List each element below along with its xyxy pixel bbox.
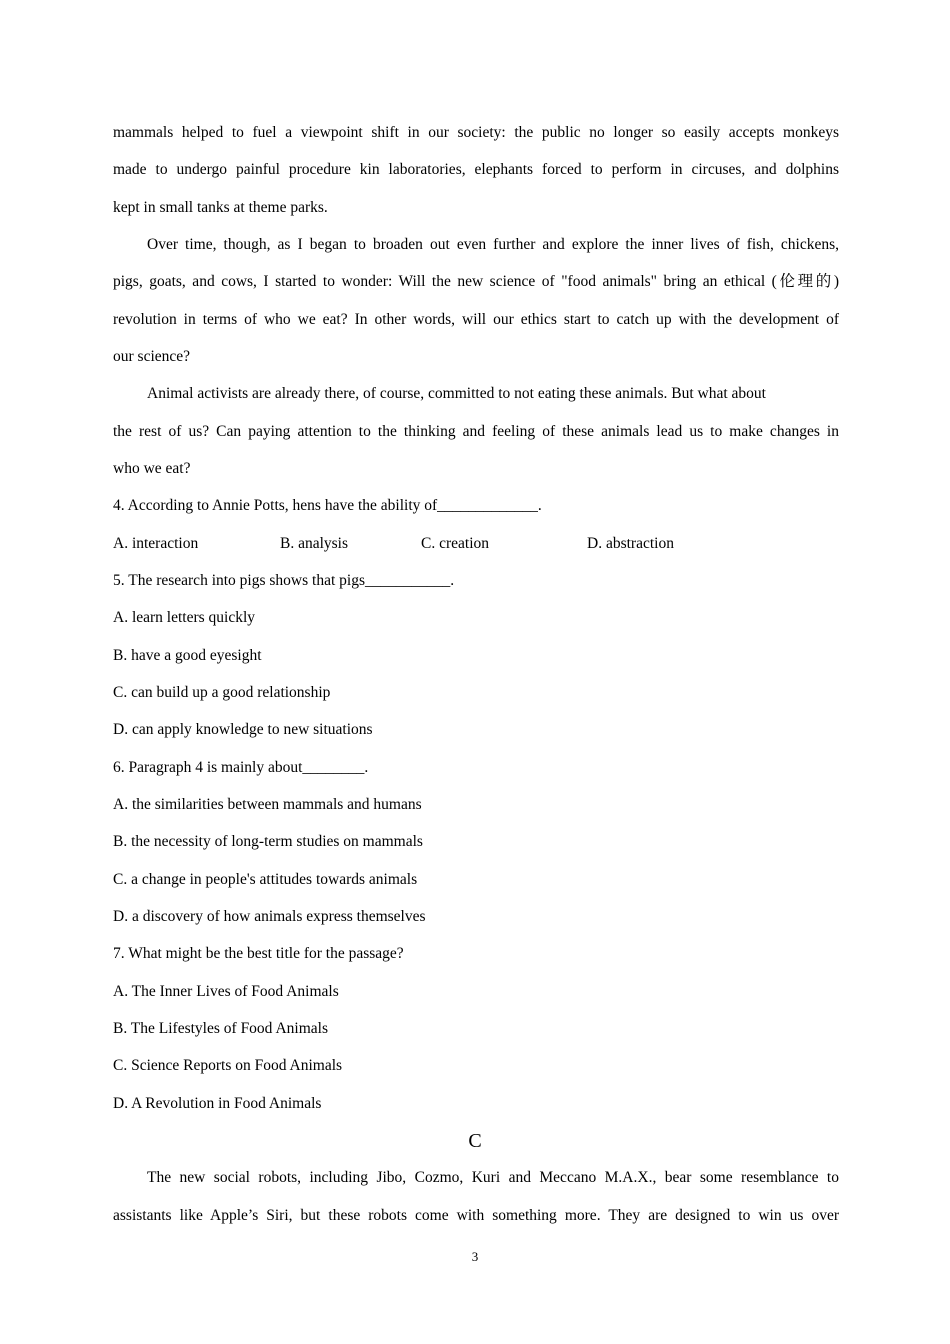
q5-option-c[interactable]: C. can build up a good relationship	[113, 684, 331, 701]
q7-option-c[interactable]: C. Science Reports on Food Animals	[113, 1057, 343, 1074]
section-c-line: assistants like Apple’s Siri, but these robots come with something more. They are designed to win us over	[113, 1207, 839, 1224]
q4-option-a[interactable]: A. interaction	[113, 535, 199, 552]
passage-line: our science?	[113, 348, 191, 365]
passage-line: Animal activists are already there, of course, committed to not eating these animals. But what about	[147, 385, 766, 402]
q7-option-b[interactable]: B. The Lifestyles of Food Animals	[113, 1020, 328, 1037]
q7-option-d[interactable]: D. A Revolution in Food Animals	[113, 1095, 322, 1112]
q6-option-c[interactable]: C. a change in people's attitudes towards animals	[113, 871, 418, 888]
passage-line: revolution in terms of who we eat? In other words, will our ethics start to catch up with the development of	[113, 311, 839, 328]
section-c-line: The new social robots, including Jibo, Cozmo, Kuri and Meccano M.A.X., bear some resemblance to	[147, 1169, 839, 1186]
q4-option-c[interactable]: C. creation	[421, 535, 490, 552]
page-number: 3	[471, 1249, 479, 1264]
q6-option-b[interactable]: B. the necessity of long-term studies on mammals	[113, 833, 423, 850]
passage-line: made to undergo painful procedure kin laboratories, elephants forced to perform in circuses, and dolphins	[113, 161, 839, 178]
question-5-stem: 5. The research into pigs shows that pigs___________.	[113, 572, 455, 589]
question-7-stem: 7. What might be the best title for the passage?	[113, 945, 404, 962]
q6-option-d[interactable]: D. a discovery of how animals express themselves	[113, 908, 426, 925]
q4-option-d[interactable]: D. abstraction	[587, 535, 674, 552]
passage-line: kept in small tanks at theme parks.	[113, 199, 328, 216]
passage-line: pigs, goats, and cows, I started to wonder: Will the new science of "food animals" bring an ethical (伦理的)	[113, 273, 839, 290]
question-6-stem: 6. Paragraph 4 is mainly about________.	[113, 759, 369, 776]
passage-line: Over time, though, as I began to broaden out even further and explore the inner lives of fish, chickens,	[147, 236, 839, 253]
q5-option-a[interactable]: A. learn letters quickly	[113, 609, 256, 626]
q7-option-a[interactable]: A. The Inner Lives of Food Animals	[113, 983, 339, 1000]
q4-option-b[interactable]: B. analysis	[280, 535, 349, 552]
question-4-stem: 4. According to Annie Potts, hens have the ability of_____________.	[113, 497, 542, 514]
passage-line: mammals helped to fuel a viewpoint shift in our society: the public no longer so easily accepts monkeys	[113, 124, 839, 141]
section-c-heading: C	[468, 1130, 482, 1152]
q5-option-d[interactable]: D. can apply knowledge to new situations	[113, 721, 373, 738]
passage-line: the rest of us? Can paying attention to the thinking and feeling of these animals lead us to make changes in	[113, 423, 839, 440]
q5-option-b[interactable]: B. have a good eyesight	[113, 647, 262, 664]
q6-option-a[interactable]: A. the similarities between mammals and humans	[113, 796, 422, 813]
passage-line: who we eat?	[113, 460, 191, 477]
